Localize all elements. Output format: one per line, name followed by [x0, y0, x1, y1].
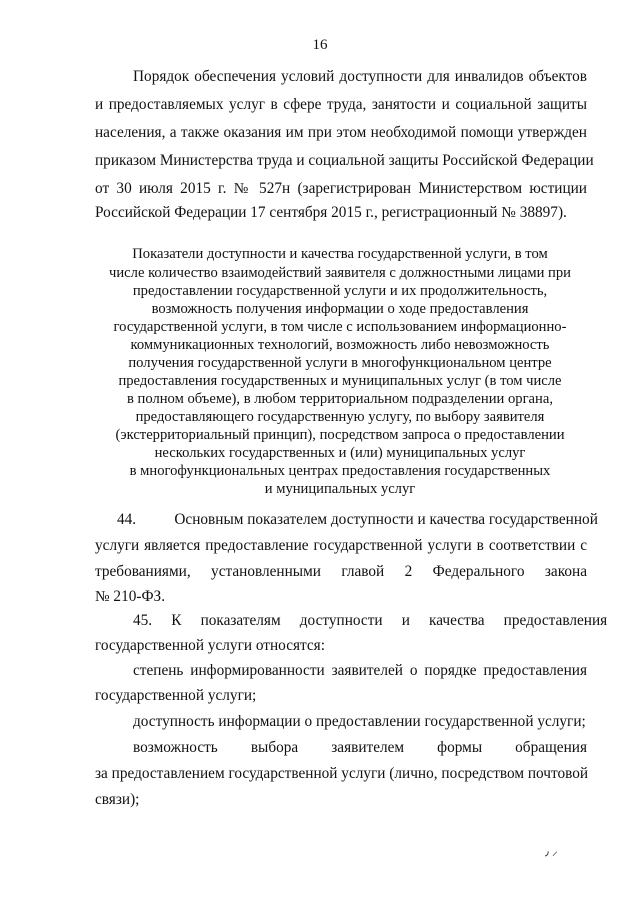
section-heading-line: в многофункциональных центрах предоставления государственных: [129, 463, 551, 479]
intro-line: Российской Федерации 17 сентября 2015 г., регистрационный № 38897).: [95, 204, 567, 221]
list-item-line: возможность выбора заявителем формы обращения: [133, 739, 587, 756]
section-heading-line: государственной услуги, в том числе с использованием информационно-: [113, 319, 567, 335]
list-item-line: степень информированности заявителей о порядке предоставления: [133, 662, 587, 679]
intro-line: населения, а также оказания им при этом необходимой помощи утвержден: [95, 124, 587, 141]
section-heading-line: и муниципальных услуг: [264, 481, 416, 497]
section-heading-line: возможность получения информации о ходе предоставления: [151, 301, 529, 317]
item-45-line: 45. К показателям доступности и качества предоставления: [133, 612, 608, 629]
margin-mark: ٫ ⸝: [545, 844, 558, 858]
section-heading-line: Показатели доступности и качества государственной услуги, в том: [132, 246, 548, 262]
item-44-line: услуги является предоставление государственной услуги в соответствии с: [95, 537, 587, 554]
list-item-line: доступность информации о предоставлении государственной услуги;: [133, 713, 586, 730]
item-44-line: № 210-ФЗ.: [95, 588, 166, 605]
item-45-line: государственной услуги относятся:: [95, 637, 325, 654]
section-heading-line: в полном объеме), в любом территориальном подразделении органа,: [127, 391, 553, 407]
item-44-line: требованиями, установленными главой 2 Федерального закона: [95, 563, 587, 580]
list-item-line: связи);: [95, 791, 140, 808]
section-heading-line: предоставлении государственной услуги и их продолжительность,: [132, 283, 548, 299]
list-item-line: за предоставлением государственной услуги (лично, посредством почтовой: [95, 765, 589, 782]
section-heading-line: (экстерриториальный принцип), посредством запроса о предоставлении: [115, 427, 565, 443]
list-item-line: государственной услуги;: [95, 687, 257, 704]
item-44-line: 44. Основным показателем доступности и качества государственной: [117, 511, 598, 528]
page-number: 16: [312, 37, 328, 53]
section-heading-line: нескольких государственных и (или) муниципальных услуг: [154, 445, 526, 461]
section-heading-line: коммуникационных технологий, возможность либо невозможность: [130, 337, 550, 353]
intro-line: приказом Министерства труда и социальной защиты Российской Федерации: [95, 152, 594, 169]
section-heading-line: предоставляющего государственную услугу, по выбору заявителя: [135, 409, 545, 425]
intro-line: Порядок обеспечения условий доступности для инвалидов объектов: [133, 68, 587, 85]
intro-line: и предоставляемых услуг в сфере труда, занятости и социальной защиты: [95, 96, 587, 113]
section-heading-line: числе количество взаимодействий заявителя с должностными лицами при: [109, 265, 571, 281]
section-heading-line: получения государственной услуги в многофункциональном центре: [128, 355, 552, 371]
intro-line: от 30 июля 2015 г. № 527н (зарегистрирован Министерством юстиции: [95, 180, 587, 197]
section-heading-line: предоставления государственных и муниципальных услуг (в том числе: [118, 373, 562, 389]
